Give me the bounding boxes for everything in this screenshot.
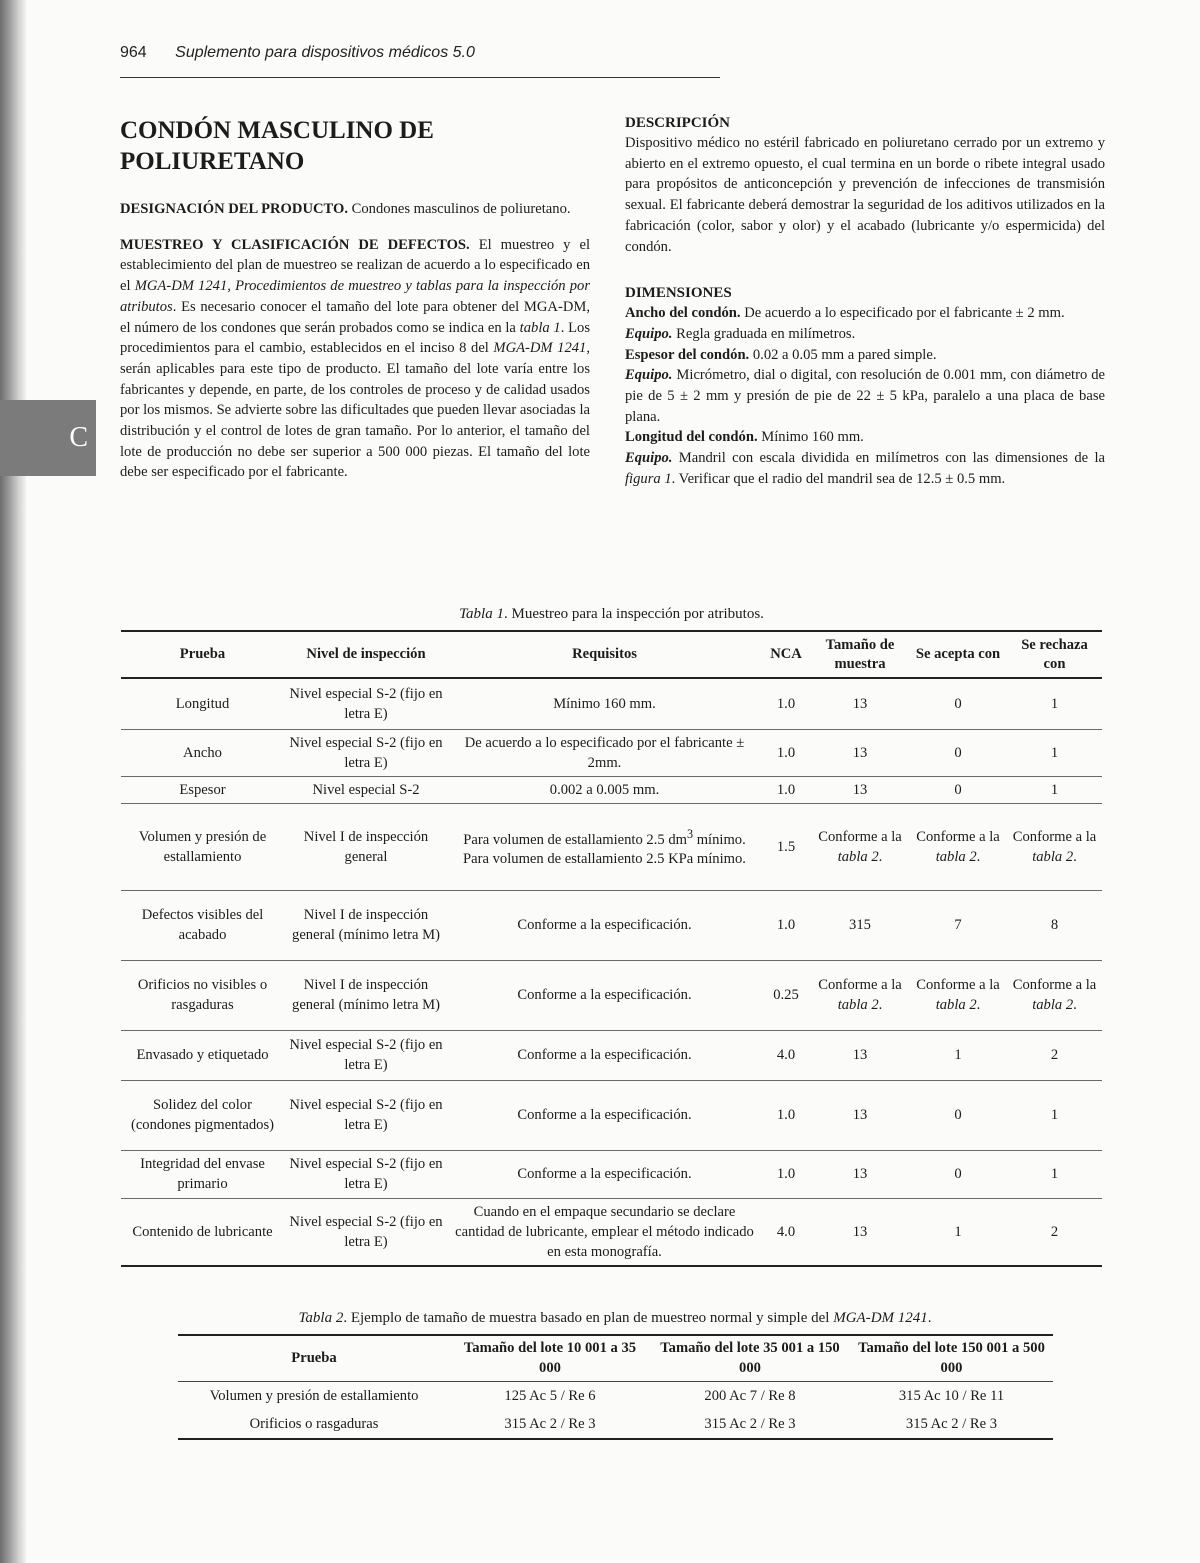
monograph-title (120, 115, 590, 177)
cell-tamano: 13 (852, 781, 868, 798)
cell-requisitos: Mínimo 160 mm. (553, 695, 656, 712)
cell-tamano: 13 (852, 1166, 868, 1182)
table-row (121, 678, 1102, 729)
table-row (121, 729, 1102, 776)
cell-nca: 1.0 (776, 695, 796, 712)
cell-rechaza: 1 (1050, 781, 1059, 798)
cell-nca: 1.0 (776, 1107, 796, 1123)
tabla-reference: tabla 2 (1032, 848, 1074, 865)
cell-nivel: Nivel especial S-2 (fijo en letra E) (289, 1156, 443, 1192)
section-thumb-tab: C (0, 400, 96, 476)
cell-rechaza (1007, 960, 1102, 1030)
cell-prueba: Ancho (183, 744, 222, 761)
cell-nivel: Nivel I de inspección general (303, 828, 429, 865)
descripcion-heading: DESCRIPCIÓN (625, 115, 731, 131)
cell-prueba: Defectos visibles del acabado (141, 907, 264, 943)
table1 (121, 630, 1102, 1267)
cell-acepta (909, 960, 1007, 1030)
cell-nivel: Nivel especial S-2 (fijo en letra E) (289, 685, 443, 722)
table2-header-lote-2: Tamaño del lote 35 001 a 150 000 (660, 1340, 840, 1377)
cell-requisitos: Cuando en el empaque secundario se declare cantidad de lubricante, emplear el método indicado en esta monografía. (455, 1203, 754, 1260)
espesor-text: 0.02 a 0.05 mm a pared simple. (749, 346, 937, 363)
page-number: 964 (120, 44, 147, 61)
cell-rechaza: 1 (1050, 744, 1059, 761)
cell-tamano: 13 (852, 1107, 868, 1123)
table-row (121, 776, 1102, 803)
ancho-text: De acuerdo a lo especificado por el fabricante ± 2 mm. (740, 305, 1065, 322)
cell-tamano: 13 (852, 1047, 868, 1063)
table1-header-requisitos: Requisitos (572, 646, 637, 662)
table-row (121, 1080, 1102, 1150)
designacion-label: DESIGNACIÓN DEL PRODUCTO. (120, 201, 348, 217)
cell-tamano: 13 (852, 1223, 868, 1240)
table1-header-nca: NCA (770, 646, 802, 662)
muestreo-label: MUESTREO Y CLASIFICACIÓN DE DEFECTOS. (120, 236, 470, 253)
cell-rechaza: 1 (1050, 695, 1059, 712)
cell-nca: 4.0 (776, 1223, 796, 1240)
table2-caption-text: . Ejemplo de tamaño de muestra basado en plan de muestreo normal y simple del (343, 1310, 834, 1326)
equipo-label: Equipo. (625, 450, 673, 467)
cell-nivel: Nivel I de inspección general (mínimo letra M) (292, 907, 440, 943)
table1-caption (121, 606, 1102, 623)
table2-caption-label: Tabla 2 (298, 1310, 344, 1326)
cell-prueba: Volumen y presión de estallamiento (138, 828, 267, 865)
equipo-micrometro-paragraph (625, 365, 1105, 427)
cell-acepta: 0 (954, 744, 962, 761)
cell-acepta (909, 803, 1007, 890)
table2 (178, 1334, 1053, 1440)
equipo-mandril-text-2: . Verificar que el radio del mandril sea de 12.5 ± 0.5 mm. (671, 470, 1006, 487)
table1-caption-label: Tabla 1 (459, 606, 504, 622)
figura-reference: figura 1 (625, 470, 672, 487)
cell-nca: 1.0 (776, 781, 796, 798)
table1-header-nivel: Nivel de inspección (306, 646, 426, 662)
table-row (178, 1410, 1053, 1439)
period: . (976, 848, 981, 865)
period: . (1073, 848, 1077, 865)
equipo-regla-text: Regla graduada en milímetros. (672, 325, 856, 342)
cell-nca: 1.0 (776, 1166, 796, 1182)
cell-nca: 4.0 (776, 1047, 796, 1063)
cell-requisitos: Conforme a la especificación. (517, 1047, 692, 1063)
tabla-reference: tabla 2 (837, 848, 879, 865)
cell-prueba: Envasado y etiquetado (136, 1047, 269, 1063)
table1-header-row (121, 631, 1102, 678)
cell-nivel: Nivel especial S-2 (fijo en letra E) (289, 1097, 443, 1133)
table2-header-lote-3: Tamaño del lote 150 001 a 500 000 (858, 1340, 1045, 1377)
cell-prueba: Longitud (175, 695, 230, 712)
longitud-text: Mínimo 160 mm. (757, 429, 864, 446)
cell-nivel: Nivel especial S-2 (fijo en letra E) (289, 734, 443, 771)
muestreo-reference-2: tabla 1 (519, 319, 561, 336)
cell-rechaza: 1 (1050, 1107, 1059, 1123)
muestreo-text-3: . Los procedimientos para el cambio, establecidos en el inciso 8 del (120, 319, 591, 357)
scan-spine-shadow (0, 0, 26, 1563)
cell-prueba: Volumen y presión de estallamiento (209, 1387, 419, 1404)
title-line-2: POLIURETANO (120, 148, 305, 175)
right-column (625, 113, 1105, 490)
cell-nivel: Nivel especial S-2 (312, 781, 420, 798)
table2-caption-reference: MGA-DM 1241 (833, 1310, 928, 1326)
left-column (120, 115, 590, 498)
espesor-paragraph (625, 345, 1105, 366)
table1-caption-text: . Muestreo para la inspección por atributos. (503, 606, 764, 622)
running-title: Suplemento para dispositivos médicos 5.0 (175, 44, 475, 61)
cell-requisitos: Conforme a la especificación. (517, 1107, 692, 1123)
cell-prueba: Orificios o rasgaduras (249, 1416, 379, 1432)
period: . (878, 997, 883, 1013)
table1-header-prueba: Prueba (179, 646, 226, 662)
table1-header-tamano: Tamaño de muestra (825, 636, 895, 672)
muestreo-text-4: , serán aplicables para este tipo de producto. El tamaño del lote varía entre los fabricantes y depende, en parte, de los controles de proceso y de calidad usados por los mismos. Se advierte sobre las dificultades que pueden llevar asociadas la distribución y el control de lotes de gran tamaño. Por lo anterior, el tamaño del lote de producción no debe ser superior a 500 000 piezas. El tamaño del lote debe ser especificado por el fabricante. (120, 340, 590, 481)
table2-header-prueba: Prueba (291, 1350, 337, 1367)
superscript-3: 3 (686, 826, 694, 841)
equipo-mandril-text-1: Mandril con escala dividida en milímetros con las dimensiones de la (672, 450, 1105, 467)
cell-prueba: Contenido de lubricante (132, 1223, 273, 1240)
cell-prueba: Orificios no visibles o rasgaduras (137, 977, 268, 1013)
muestreo-text-1: El muestreo y el establecimiento del plan de muestreo se realizan de acuerdo a lo especificado en el (120, 236, 591, 295)
equipo-label: Equipo. (625, 367, 673, 384)
cell-nivel: Nivel especial S-2 (fijo en letra E) (289, 1213, 443, 1250)
table2-header-lote-1: Tamaño del lote 10 001 a 35 000 (463, 1340, 637, 1377)
cell-tamano (811, 803, 909, 890)
muestreo-reference-3: MGA-DM 1241 (493, 340, 587, 357)
requisito-volumen-a: Para volumen de estallamiento 2.5 dm (463, 831, 687, 848)
cell-nivel: Nivel especial S-2 (fijo en letra E) (289, 1037, 443, 1073)
conforme-text: Conforme a la (818, 977, 902, 993)
table1-header-acepta: Se acepta con (915, 646, 1001, 662)
table1-header-rechaza: Se rechaza con (1021, 636, 1088, 672)
conforme-text: Conforme a la (916, 977, 1000, 993)
section-gap (625, 257, 1105, 283)
muestreo-text-2: . Es necesario conocer el tamaño del lote para obtener del MGA-DM, el número de los condones que serán probados como se indica en la (120, 298, 590, 336)
cell-acepta: 1 (954, 1047, 962, 1063)
cell-rechaza: 2 (1050, 1047, 1059, 1063)
table-row (121, 890, 1102, 960)
cell-lote-2: 315 Ac 2 / Re 3 (704, 1416, 796, 1432)
table-row (121, 803, 1102, 890)
cell-nca: 1.0 (776, 917, 796, 933)
period: . (1073, 997, 1077, 1013)
descripcion-paragraph: Dispositivo médico no estéril fabricado en poliuretano cerrado por un extremo y abierto en el extremo opuesto, el cual termina en un borde o ribete integral usado para propósitos de anticoncepción y prevención de infecciones de transmisión sexual. El fabricante deberá demostrar la seguridad de los aditivos utilizados en la fabricación (color, sabor y olor) y el acabado (lubricante y/o espermicida) del condón. (625, 135, 1105, 255)
longitud-label: Longitud del condón. (625, 429, 758, 446)
conforme-text: Conforme a la (1012, 977, 1097, 993)
cell-lote-1: 315 Ac 2 / Re 3 (504, 1416, 596, 1432)
cell-rechaza: 2 (1050, 1223, 1059, 1240)
equipo-micrometro-text: Micrómetro, dial o digital, con resolución de 0.001 mm, con diámetro de pie de 5 ± 2 mm y presión de pie de 22 ± 5 kPa, paralelo a una placa de base plana. (625, 367, 1105, 425)
table2-caption-end: . (927, 1310, 932, 1326)
equipo-label: Equipo. (625, 325, 673, 342)
cell-tamano: 13 (852, 744, 868, 761)
muestreo-reference-1: MGA-DM 1241, Procedimientos de muestreo y tablas para la inspección por atributos (120, 278, 590, 315)
cell-acepta: 1 (954, 1223, 962, 1240)
tabla-reference: tabla 2 (837, 997, 879, 1013)
designacion-text: Condones masculinos de poliuretano. (348, 201, 571, 217)
tabla-reference: tabla 2 (935, 848, 977, 865)
table-row (121, 1030, 1102, 1080)
cell-tamano: 315 (849, 917, 871, 933)
cell-nca: 0.25 (773, 987, 799, 1003)
period: . (976, 997, 981, 1013)
ancho-label: Ancho del condón. (625, 305, 741, 322)
cell-lote-1: 125 Ac 5 / Re 6 (504, 1387, 596, 1404)
equipo-regla-paragraph (625, 324, 1105, 345)
cell-acepta: 0 (954, 1166, 962, 1182)
espesor-label: Espesor del condón. (625, 346, 750, 363)
tabla-reference: tabla 2 (935, 997, 977, 1013)
muestreo-paragraph (120, 235, 590, 483)
conforme-text: Conforme a la (916, 828, 1000, 845)
table2-caption (150, 1310, 1080, 1327)
requisito-presion: Para volumen de estallamiento 2.5 KPa mínimo. (463, 851, 746, 868)
cell-acepta: 0 (954, 781, 962, 798)
cell-requisitos (448, 803, 761, 890)
table2-header-row (178, 1335, 1053, 1381)
cell-prueba: Solidez del color (condones pigmentados) (130, 1097, 275, 1133)
conforme-text: Conforme a la (1012, 828, 1097, 845)
cell-requisitos: Conforme a la especificación. (517, 987, 692, 1003)
requisito-volumen-b: mínimo. (693, 831, 746, 848)
cell-prueba: Espesor (179, 781, 226, 798)
cell-rechaza: 8 (1050, 917, 1059, 933)
table-row (121, 1198, 1102, 1266)
running-header (120, 44, 475, 62)
cell-requisitos: Conforme a la especificación. (517, 917, 692, 933)
title-line-1: CONDÓN MASCULINO DE (120, 117, 434, 144)
dimensiones-heading: DIMENSIONES (625, 285, 732, 302)
cell-prueba: Integridad del envase primario (140, 1156, 265, 1192)
designacion-paragraph (120, 199, 590, 220)
table-row (121, 1150, 1102, 1198)
table-row (121, 960, 1102, 1030)
ancho-paragraph (625, 303, 1105, 324)
cell-requisitos: 0.002 a 0.005 mm. (549, 781, 660, 798)
conforme-text: Conforme a la (818, 828, 902, 845)
tabla-reference: tabla 2 (1032, 997, 1074, 1013)
equipo-mandril-paragraph (625, 448, 1105, 489)
cell-acepta: 7 (954, 917, 962, 933)
longitud-paragraph (625, 427, 1105, 448)
cell-nivel: Nivel I de inspección general (mínimo letra M) (292, 977, 440, 1013)
table-row (178, 1381, 1053, 1410)
cell-nca: 1.5 (776, 838, 796, 855)
header-rule (120, 77, 720, 78)
cell-lote-3: 315 Ac 10 / Re 11 (898, 1387, 1005, 1404)
cell-lote-3: 315 Ac 2 / Re 3 (905, 1416, 998, 1432)
cell-nca: 1.0 (776, 744, 796, 761)
cell-acepta: 0 (954, 1107, 962, 1123)
cell-rechaza: 1 (1050, 1166, 1059, 1182)
period: . (878, 848, 883, 865)
cell-tamano (811, 960, 909, 1030)
cell-requisitos: Conforme a la especificación. (517, 1166, 692, 1182)
cell-requisitos: De acuerdo a lo especificado por el fabricante ± 2mm. (464, 734, 745, 771)
cell-acepta: 0 (954, 695, 962, 712)
cell-tamano: 13 (852, 695, 868, 712)
cell-lote-2: 200 Ac 7 / Re 8 (704, 1387, 796, 1404)
cell-rechaza (1007, 803, 1102, 890)
